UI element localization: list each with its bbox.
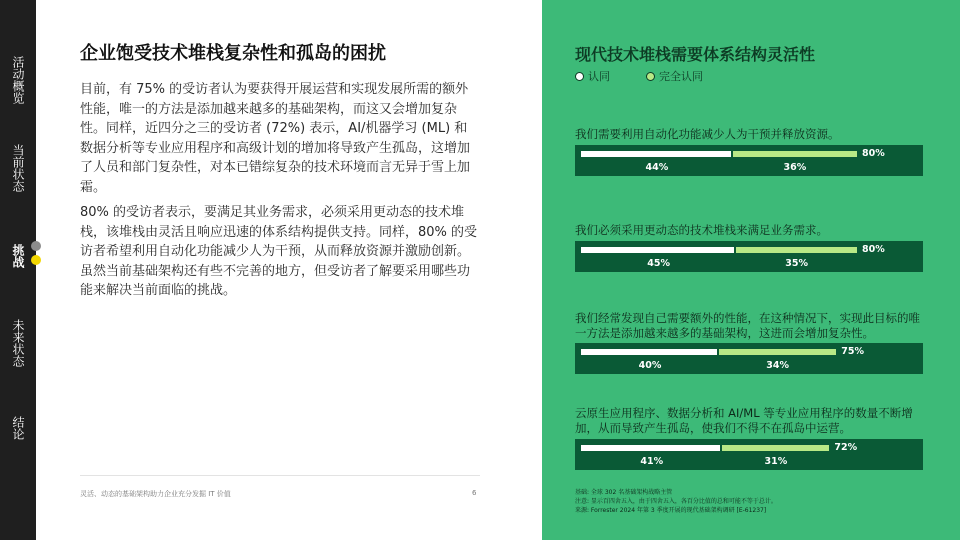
bar-segment-strongly-agree bbox=[736, 247, 857, 253]
bar-label-strongly-agree: 35% bbox=[785, 258, 808, 269]
bar-total-label: 80% bbox=[862, 148, 885, 159]
bar-statement-1: 我们需要利用自动化功能减少人为干预并释放资源。 bbox=[575, 127, 840, 141]
bar-row-2 bbox=[575, 241, 923, 272]
page-number: 6 bbox=[472, 489, 477, 497]
note-base: 基础: 全球 302 名基础架构战略主管 bbox=[575, 489, 673, 496]
bar-total-label: 80% bbox=[862, 244, 885, 255]
footer-report-title: 灵活、动态的基础架构助力企业充分发掘 IT 价值 bbox=[80, 490, 231, 498]
bar-label-agree: 45% bbox=[647, 258, 670, 269]
footer-divider bbox=[80, 475, 480, 476]
nav-dot-previous bbox=[31, 241, 41, 251]
nav-item-conclusion[interactable]: 结论 bbox=[11, 416, 25, 440]
note-source: 来源: Forrester 2024 年第 3 季度开展的现代基础架构调研 [E-61237] bbox=[575, 507, 767, 514]
chart-panel bbox=[542, 0, 960, 540]
legend-item-agree bbox=[575, 68, 610, 84]
legend-swatch-strongly-agree bbox=[646, 72, 655, 81]
article bbox=[80, 42, 480, 307]
bar-row-1 bbox=[575, 145, 923, 176]
bar-segment-strongly-agree bbox=[733, 151, 857, 157]
bar-row-4 bbox=[575, 439, 923, 470]
nav-item-current-state[interactable]: 当前状态 bbox=[11, 144, 25, 192]
bar-label-strongly-agree: 34% bbox=[766, 360, 790, 371]
bar-label-agree: 40% bbox=[638, 360, 662, 371]
bar-segment-agree bbox=[581, 247, 734, 253]
legend-swatch-agree bbox=[575, 72, 584, 81]
chart-title: 现代技术堆栈需要体系结构灵活性 bbox=[575, 45, 816, 64]
side-navigation bbox=[0, 0, 36, 540]
bar-segment-strongly-agree bbox=[722, 445, 829, 451]
paragraph-1: 目前，有 75% 的受访者认为要获得开展运营和实现发展所需的额外性能，唯一的方法是添加越来越多的基础架构，而这又会增加复杂性。同样，近四分之三的受访者 (72%) 表示，AI/机器学习 (ML) 和数据分析等专业应用程序和高级计划的增加将导致产生孤岛，这增加了人员和部门复杂性，对本已错综复杂的技术环境而言无异于雪上加霜。 bbox=[80, 82, 471, 195]
bar-label-strongly-agree: 36% bbox=[783, 162, 807, 173]
bar-segment-agree bbox=[581, 445, 720, 451]
nav-dot-current bbox=[31, 255, 41, 265]
bar-statement-2: 我们必须采用更动态的技术堆栈来满足业务需求。 bbox=[575, 223, 828, 237]
bar-label-agree: 41% bbox=[640, 456, 664, 467]
nav-item-challenges[interactable]: 挑战 bbox=[11, 244, 25, 268]
nav-progress-dots bbox=[31, 241, 41, 269]
paragraph-2: 80% 的受访者表示，要满足其业务需求，必须采用更动态的技术堆栈，该堆栈由灵活且响应迅速的体系结构提供支持。同样，80% 的受访者希望利用自动化功能减少人为干预，从而释放资源并激励创新。虽然当前基础架构还有些不完善的地方，但受访者了解要采用哪些功能来解决当前面临的挑战。 bbox=[80, 205, 478, 298]
bar-segment-strongly-agree bbox=[719, 349, 836, 355]
bar-statement-3: 我们经常发现自己需要额外的性能，在这种情况下，实现此目标的唯一方法是添加越来越多的基础架构，这进而会增加复杂性。 bbox=[575, 311, 920, 340]
nav-item-future-state[interactable]: 未来状态 bbox=[11, 319, 25, 367]
bar-label-strongly-agree: 31% bbox=[764, 456, 788, 467]
legend-item-strongly-agree bbox=[646, 68, 703, 84]
legend-label-agree: 认同 bbox=[588, 70, 610, 83]
bar-total-label: 75% bbox=[841, 346, 865, 357]
chart-legend bbox=[575, 68, 703, 84]
bar-segment-agree bbox=[581, 151, 731, 157]
nav-item-overview[interactable]: 活动概览 bbox=[11, 56, 25, 104]
chart-notes bbox=[575, 488, 777, 515]
page-title: 企业饱受技术堆栈复杂性和孤岛的困扰 bbox=[80, 43, 386, 64]
bar-total-label: 72% bbox=[834, 442, 858, 453]
note-rounding: 注意: 显示百四舍五入，由于四舍五入，各百分比值的总和可能不等于总计。 bbox=[575, 498, 777, 505]
legend-label-strongly-agree: 完全认同 bbox=[659, 70, 703, 83]
bar-segment-agree bbox=[581, 349, 717, 355]
bar-row-3 bbox=[575, 343, 923, 374]
bar-statement-4: 云原生应用程序、数据分析和 AI/ML 等专业应用程序的数量不断增加，从而导致产生孤岛，使我们不得不在孤岛中运营。 bbox=[575, 406, 913, 435]
bar-label-agree: 44% bbox=[645, 162, 669, 173]
